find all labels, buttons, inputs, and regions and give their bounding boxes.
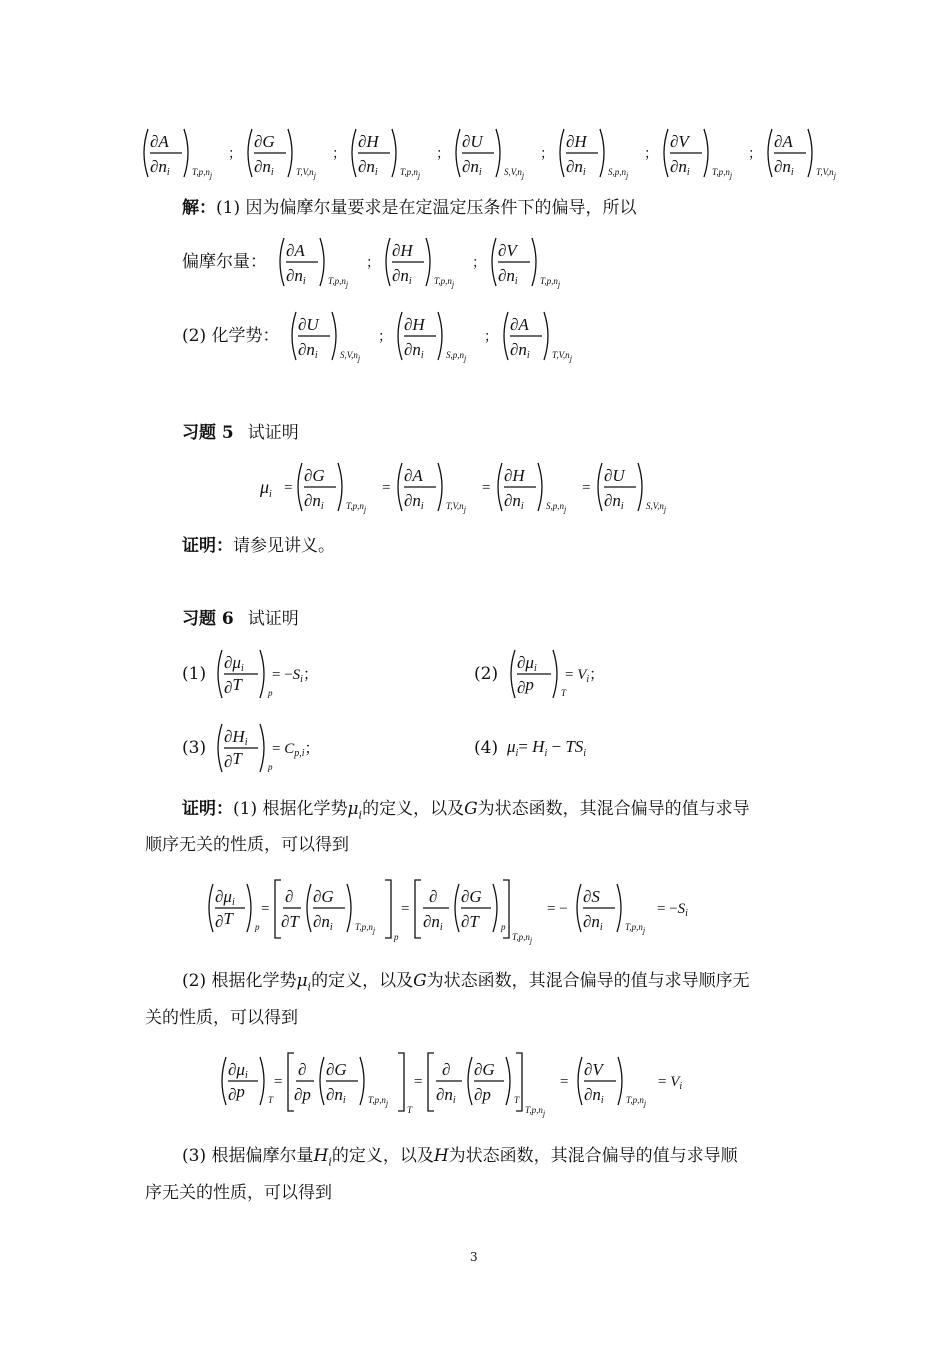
- right-paren: [638, 463, 642, 511]
- item-4-equation: [505, 728, 635, 764]
- mu-symbol: $\mu_i$: [296, 971, 312, 994]
- left-paren: [280, 238, 284, 286]
- item-2-label: (2): [474, 664, 499, 684]
- equals: =: [582, 480, 591, 496]
- exercise-5-title: 习题 5: [182, 423, 234, 443]
- numerator: ∂Hi: [224, 727, 248, 748]
- left-paren: [578, 1057, 582, 1105]
- numerator: ∂μi: [228, 1060, 248, 1081]
- subscript: T,p,nj: [346, 501, 367, 514]
- solution-text: (1) 因为偏摩尔量要求是在定温定压条件下的偏导，所以: [216, 198, 637, 218]
- right-paren: [426, 238, 430, 286]
- right-paren: [332, 312, 336, 360]
- solution-line: [182, 196, 636, 220]
- g-symbol: G: [464, 799, 478, 819]
- left-paren: [598, 463, 602, 511]
- right-paren: [808, 129, 812, 177]
- denominator: ∂ni: [423, 912, 443, 933]
- numerator: ∂G: [326, 1060, 347, 1079]
- left-paren: [320, 1057, 324, 1105]
- left-paren: [504, 312, 508, 360]
- denominator: ∂T: [281, 912, 299, 931]
- right-bracket: [398, 1053, 404, 1111]
- left-paren: [455, 884, 459, 932]
- numerator: ∂μi: [517, 653, 537, 674]
- g-symbol: G: [413, 971, 427, 991]
- equals: =: [560, 1074, 569, 1090]
- denominator: ∂ni: [298, 340, 318, 361]
- denominator: ∂ni: [504, 491, 524, 512]
- right-paren: [438, 463, 442, 511]
- subscript: T: [407, 1105, 413, 1115]
- left-paren: [498, 463, 502, 511]
- denominator: ∂ni: [604, 491, 624, 512]
- subscript: T,p,nj: [540, 276, 561, 289]
- denominator: ∂ni: [498, 266, 518, 287]
- numerator: ∂G: [304, 466, 325, 485]
- left-paren: [292, 312, 296, 360]
- numerator: ∂A: [286, 241, 305, 260]
- left-paren: [560, 129, 564, 177]
- numerator: ∂H: [392, 241, 413, 260]
- subscript: T: [514, 1095, 520, 1105]
- denominator: ∂ni: [404, 340, 424, 361]
- subscript: T,p,nj: [434, 276, 455, 289]
- subscript: T,p,nj: [626, 1095, 647, 1108]
- denominator: ∂p: [474, 1085, 491, 1104]
- denominator: ∂ni: [404, 491, 424, 512]
- page-number: 3: [470, 1250, 478, 1264]
- numerator: ∂H: [404, 315, 425, 334]
- equals: =: [274, 1074, 283, 1090]
- subscript: p: [255, 922, 260, 932]
- left-paren: [144, 129, 148, 177]
- denominator: ∂T: [461, 912, 479, 931]
- denominator: ∂ni: [286, 266, 306, 287]
- proof-1-line-1: 证明：(1) 根据化学势$\mu_i$的定义，以及G为状态函数，其混合偏导的值与求导: [182, 799, 750, 822]
- denominator: ∂ni: [436, 1085, 456, 1106]
- item-1-label: (1): [182, 664, 207, 684]
- proof-1-line-2: 顺序无关的性质，可以得到: [145, 835, 349, 855]
- h-symbol: H: [433, 1146, 449, 1166]
- left-paren: [398, 463, 402, 511]
- numerator: ∂H: [358, 132, 379, 151]
- left-paren: [222, 1057, 226, 1105]
- right-paren: [438, 312, 442, 360]
- right-paren: [347, 884, 351, 932]
- numerator: ∂V: [498, 241, 517, 260]
- equals: =: [414, 1074, 423, 1090]
- denominator: ∂p: [294, 1085, 311, 1104]
- right-paren: [493, 884, 497, 932]
- numerator: ∂G: [461, 887, 482, 906]
- denominator: ∂ni: [304, 491, 324, 512]
- separator: ；: [748, 147, 762, 162]
- left-bracket: [415, 880, 421, 938]
- numerator: ∂V: [670, 132, 689, 151]
- numerator: ∂: [442, 1060, 451, 1079]
- subscript: S,p,nj: [546, 501, 567, 514]
- rhs: = $-S_i$: [657, 901, 688, 919]
- denominator: ∂ni: [774, 157, 794, 178]
- equals: =: [482, 480, 491, 496]
- denominator: ∂ni: [254, 157, 274, 178]
- right-paren: [538, 463, 542, 511]
- denominator: ∂ni: [150, 157, 170, 178]
- subscript: T: [561, 688, 567, 698]
- right-paren: [260, 650, 264, 698]
- left-paren: [218, 650, 222, 698]
- numerator: ∂: [298, 1060, 307, 1079]
- partial-molar-label: 偏摩尔量：: [182, 252, 267, 272]
- item-2-equation: [505, 646, 655, 706]
- numerator: ∂H: [566, 132, 587, 151]
- subscript: p: [268, 762, 273, 772]
- exercise-5-proof: [182, 534, 335, 558]
- numerator: ∂S: [583, 887, 600, 906]
- rhs: = $V_i$: [658, 1074, 683, 1092]
- chem-potential-label: (2) 化学势：: [182, 326, 280, 346]
- exercise-6-task: 试证明: [247, 609, 299, 629]
- denominator: ∂ni: [583, 912, 603, 933]
- subscript: T,p,nj: [368, 1095, 389, 1108]
- subscript: p: [501, 922, 506, 932]
- right-paren: [320, 238, 324, 286]
- separator: ；: [228, 147, 242, 162]
- right-paren: [618, 1057, 622, 1105]
- equals: =: [401, 901, 410, 917]
- denominator: ∂ni: [462, 157, 482, 178]
- equals: =: [284, 480, 293, 496]
- right-paren: [704, 129, 708, 177]
- subscript: T,V,nj: [816, 167, 836, 180]
- right-paren: [392, 129, 396, 177]
- left-bracket: [428, 1053, 434, 1111]
- numerator: ∂V: [584, 1060, 603, 1079]
- numerator: ∂G: [254, 132, 275, 151]
- separator: ；: [378, 330, 392, 345]
- top-derivatives-row: [138, 118, 836, 188]
- subscript: S,p,nj: [446, 350, 467, 363]
- denominator: ∂ni: [584, 1085, 604, 1106]
- numerator: ∂U: [604, 466, 625, 485]
- proof-2-equation: [218, 1047, 758, 1127]
- numerator: ∂: [285, 887, 294, 906]
- left-paren: [456, 129, 460, 177]
- proof-3-line-1: (3) 根据偏摩尔量$H_i$的定义，以及H为状态函数，其混合偏导的值与求导顺: [182, 1146, 738, 1169]
- right-paren: [260, 724, 264, 772]
- left-paren: [248, 129, 252, 177]
- separator: ；: [366, 256, 380, 271]
- denominator: ∂ni: [670, 157, 690, 178]
- numerator: ∂G: [313, 887, 334, 906]
- numerator: ∂A: [404, 466, 423, 485]
- numerator: ∂U: [462, 132, 483, 151]
- left-paren: [511, 650, 515, 698]
- separator: ；: [332, 147, 346, 162]
- item-3-equation: [212, 718, 372, 780]
- left-paren: [468, 1057, 472, 1105]
- right-paren: [247, 884, 251, 932]
- left-paren: [307, 884, 311, 932]
- denominator: ∂p: [517, 675, 534, 697]
- proof-3-line-2: 序无关的性质，可以得到: [145, 1183, 332, 1203]
- proof-label-6: 证明：: [182, 799, 233, 819]
- exercise-5-proof-text: 请参见讲义。: [233, 536, 335, 556]
- numerator: ∂U: [298, 315, 319, 334]
- right-paren: [338, 463, 342, 511]
- proof-label-5: 证明：: [182, 536, 233, 556]
- exercise-6-heading: [182, 607, 299, 631]
- subscript: T,p,nj: [512, 932, 533, 945]
- left-paren: [386, 238, 390, 286]
- denominator: ∂p: [228, 1082, 245, 1104]
- mu-symbol: $\mu_i$: [347, 799, 363, 822]
- subscript: T,p,nj: [328, 276, 349, 289]
- numerator: ∂G: [474, 1060, 495, 1079]
- denominator: ∂ni: [392, 266, 412, 287]
- proof-2-line-2: 关的性质，可以得到: [145, 1008, 298, 1028]
- subscript: p: [268, 688, 273, 698]
- left-paren: [577, 884, 581, 932]
- left-paren: [768, 129, 772, 177]
- separator: ；: [472, 256, 486, 271]
- subscript: T,p,nj: [625, 922, 646, 935]
- right-paren: [496, 129, 500, 177]
- subscript: T,V,nj: [446, 501, 466, 514]
- subscript: T,V,nj: [552, 350, 572, 363]
- subscript: S,V,nj: [646, 501, 667, 514]
- separator: ；: [540, 147, 554, 162]
- exercise-5-heading: [182, 421, 299, 445]
- separator: ；: [484, 330, 498, 345]
- left-paren: [209, 884, 213, 932]
- right-paren: [544, 312, 548, 360]
- separator: ；: [436, 147, 450, 162]
- denominator: ∂T: [224, 749, 242, 771]
- subscript: T,V,nj: [296, 167, 316, 180]
- exercise-5-task: 试证明: [247, 423, 299, 443]
- item-1-equation: [212, 646, 362, 706]
- exercise-5-equation: [258, 456, 698, 522]
- proof-2-line-1: (2) 根据化学势$\mu_i$的定义，以及G为状态函数，其混合偏导的值与求导顺序无: [182, 971, 750, 994]
- denominator: ∂ni: [566, 157, 586, 178]
- rhs: = $V_i$；: [565, 667, 605, 685]
- right-paren: [553, 650, 557, 698]
- subscript: S,p,nj: [608, 167, 629, 180]
- item-4-label: (4): [474, 738, 499, 758]
- numerator: ∂A: [510, 315, 529, 334]
- right-paren: [288, 129, 292, 177]
- subscript: S,V,nj: [504, 167, 525, 180]
- left-paren: [492, 238, 496, 286]
- denominator: ∂ni: [313, 912, 333, 933]
- left-paren: [298, 463, 302, 511]
- denominator: ∂T: [224, 675, 242, 697]
- item-3-label: (3): [182, 738, 207, 758]
- right-paren: [617, 884, 621, 932]
- subscript: p: [394, 932, 399, 942]
- numerator: ∂μi: [215, 887, 235, 908]
- left-paren: [664, 129, 668, 177]
- denominator: ∂ni: [358, 157, 378, 178]
- subscript: T,p,nj: [525, 1105, 546, 1118]
- numerator: ∂A: [150, 132, 169, 151]
- right-paren: [506, 1057, 510, 1105]
- denominator: ∂ni: [326, 1085, 346, 1106]
- subscript: S,V,nj: [340, 350, 361, 363]
- mu-i-equals: $\mu_i= H_i - TS_i$: [507, 737, 587, 759]
- left-paren: [398, 312, 402, 360]
- subscript: T: [268, 1095, 274, 1105]
- equals: =: [261, 901, 270, 917]
- numerator: ∂: [429, 887, 438, 906]
- equals: =: [382, 480, 391, 496]
- equals: = −: [547, 901, 568, 917]
- right-paren: [184, 129, 188, 177]
- denominator: ∂T: [215, 909, 233, 931]
- subscript: T,p,nj: [355, 922, 376, 935]
- right-paren: [600, 129, 604, 177]
- right-paren: [532, 238, 536, 286]
- denominator: ∂ni: [510, 340, 530, 361]
- separator: ；: [644, 147, 658, 162]
- numerator: ∂H: [504, 466, 525, 485]
- chem-potential-equations: [286, 306, 606, 372]
- h-symbol: $H_i$: [313, 1146, 332, 1169]
- exercise-6-title: 习题 6: [182, 609, 234, 629]
- solution-label: 解：: [182, 198, 216, 218]
- partial-molar-equations: [274, 233, 594, 295]
- left-paren: [218, 724, 222, 772]
- right-paren: [360, 1057, 364, 1105]
- numerator: ∂μi: [224, 653, 244, 674]
- right-paren: [260, 1057, 264, 1105]
- numerator: ∂A: [774, 132, 793, 151]
- subscript: T,p,nj: [712, 167, 733, 180]
- subscript: T,p,nj: [192, 167, 213, 180]
- mu-i: $\mu_i$: [260, 477, 272, 500]
- left-paren: [352, 129, 356, 177]
- right-bracket: [385, 880, 391, 938]
- proof-1-equation: [205, 874, 765, 954]
- rhs: = $C_{p,i}$；: [272, 741, 320, 759]
- rhs: = $-S_i$；: [272, 667, 318, 685]
- subscript: T,p,nj: [400, 167, 421, 180]
